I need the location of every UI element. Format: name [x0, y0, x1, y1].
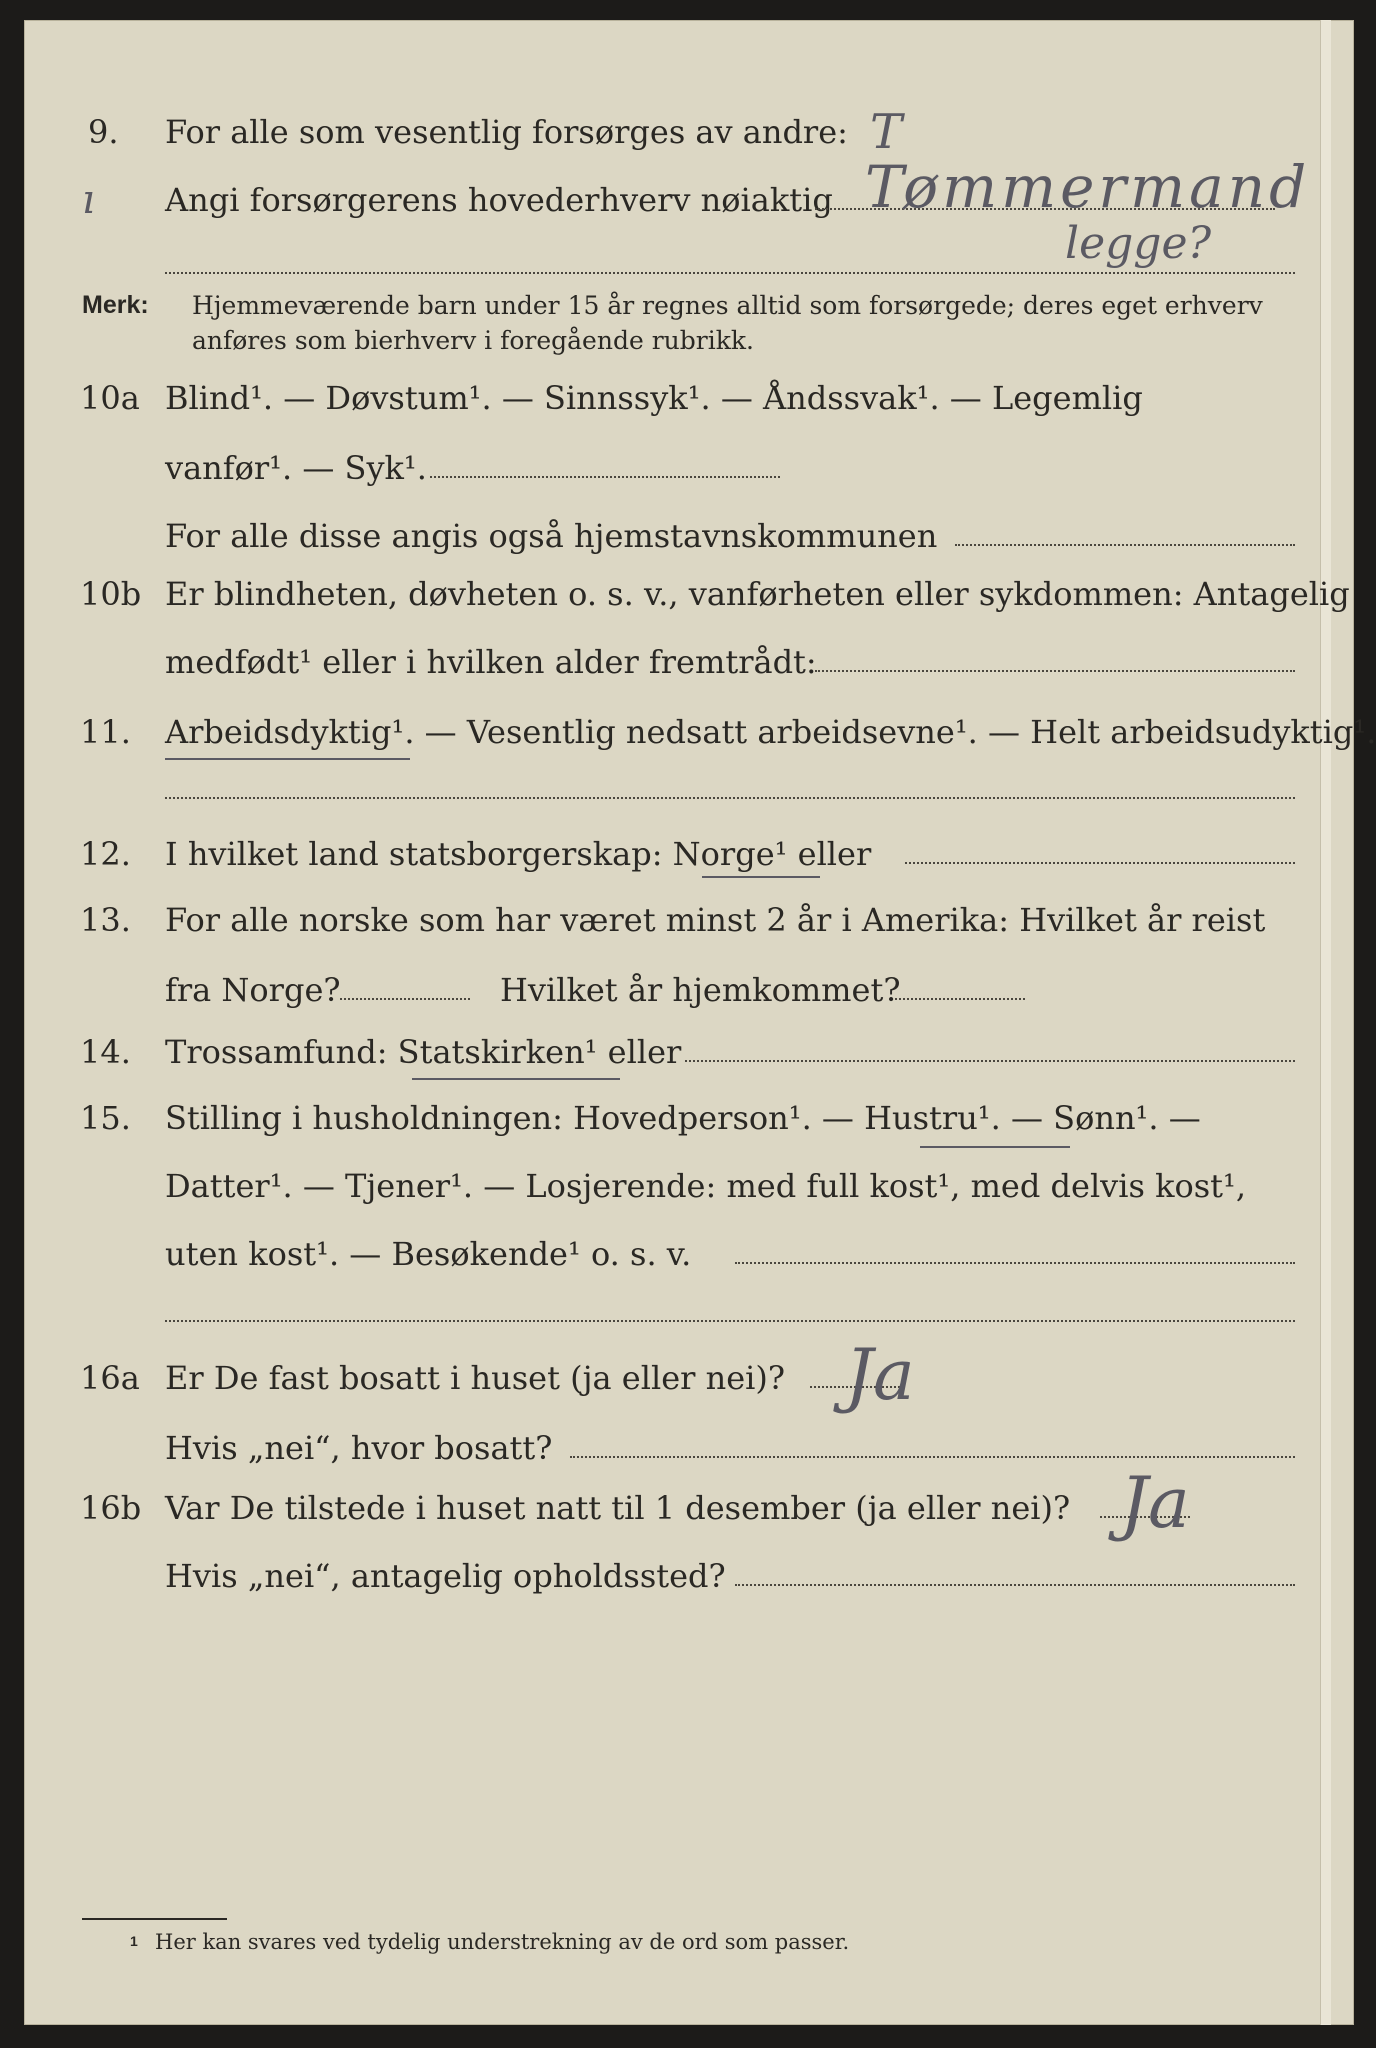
underline-mark [165, 758, 410, 760]
q15-number: 15. [80, 1099, 131, 1137]
answer-line [430, 476, 780, 478]
q13-number: 13. [80, 901, 131, 939]
q10b-line1: Er blindheten, døvheten o. s. v., vanførheten eller sykdommen: Antagelig [165, 575, 1350, 613]
form-sheet [24, 20, 1354, 2025]
q16a-line1: Er De fast bosatt i huset (ja eller nei)? [165, 1359, 786, 1397]
q16a-number: 16a [80, 1359, 140, 1397]
answer-line [735, 1262, 1295, 1264]
answer-line [165, 1320, 1295, 1322]
merk-text-2: anføres som bierhverv i foregående rubrikk. [192, 326, 754, 355]
underline-mark [412, 1078, 620, 1080]
answer-line [685, 1060, 1295, 1062]
footnote-text: Her kan svares ved tydelig understrekning av de ord som passer. [155, 1930, 850, 1954]
answer-line [570, 1456, 1295, 1458]
answer-line [815, 670, 1295, 672]
q15-line2: Datter¹. — Tjener¹. — Losjerende: med full kost¹, med delvis kost¹, [165, 1167, 1247, 1205]
answer-line [735, 1584, 1295, 1586]
q14-number: 14. [80, 1033, 131, 1071]
q13-line2b: Hvilket år hjemkommet? [500, 971, 901, 1009]
answer-line [340, 998, 470, 1000]
footnote-rule [82, 1918, 227, 1920]
handwritten-answer-16a: Ja [845, 1334, 915, 1416]
q12-number: 12. [80, 835, 131, 873]
answer-line [895, 998, 1025, 1000]
page-fold [1320, 20, 1331, 2025]
q11-number: 11. [80, 713, 131, 751]
q11-line1: Arbeidsdyktig¹. — Vesentlig nedsatt arbeidsevne¹. — Helt arbeidsudyktig¹. [165, 713, 1376, 751]
handwritten-occupation: Tømmermand [865, 153, 1311, 221]
q13-line1: For alle norske som har været minst 2 år i Amerika: Hvilket år reist [165, 901, 1266, 939]
q16b-number: 16b [80, 1489, 142, 1527]
answer-line [165, 272, 1295, 274]
answer-line [905, 862, 1295, 864]
q10a-number: 10a [80, 379, 140, 417]
margin-mark: T [870, 104, 903, 160]
underline-mark [702, 876, 820, 878]
margin-mark-2: ı [82, 177, 95, 223]
merk-text-1: Hjemmeværende barn under 15 år regnes alltid som forsørgede; deres eget erhverv [192, 291, 1263, 320]
q15-line1: Stilling i husholdningen: Hovedperson¹. — Hustru¹. — Sønn¹. — [165, 1099, 1201, 1137]
q16a-line2: Hvis „nei“, hvor bosatt? [165, 1429, 553, 1467]
q9-line1: For alle som vesentlig forsørges av andre: [165, 113, 848, 151]
q10a-line1: Blind¹. — Døvstum¹. — Sinnssyk¹. — Åndssvak¹. — Legemlig [165, 379, 1143, 417]
q9-line2: Angi forsørgerens hovederhverv nøiaktig [165, 181, 833, 219]
q16b-line2: Hvis „nei“, antagelig opholdssted? [165, 1557, 726, 1595]
q16b-line1: Var De tilstede i huset natt til 1 desember (ja eller nei)? [165, 1489, 1071, 1527]
q14-line1: Trossamfund: Statskirken¹ eller [165, 1033, 682, 1071]
merk-label: Merk: [82, 291, 149, 319]
q10a-line3: For alle disse angis også hjemstavnskommunen [165, 517, 938, 555]
underline-mark [920, 1146, 1070, 1148]
handwritten-answer-16b: Ja [1120, 1462, 1190, 1544]
q9-number: 9. [88, 113, 119, 151]
answer-line [955, 544, 1295, 546]
q10b-number: 10b [80, 575, 142, 613]
q12-line1: I hvilket land statsborgerskap: Norge¹ eller [165, 835, 872, 873]
q15-line3: uten kost¹. — Besøkende¹ o. s. v. [165, 1235, 692, 1273]
footnote-mark: 1 [130, 1933, 138, 1949]
q10a-line2: vanfør¹. — Syk¹. [165, 449, 427, 487]
handwritten-occupation-2: legge? [1065, 218, 1212, 269]
answer-line [165, 797, 1295, 799]
q10b-line2: medfødt¹ eller i hvilken alder fremtrådt: [165, 643, 817, 681]
q13-line2a: fra Norge? [165, 971, 341, 1009]
